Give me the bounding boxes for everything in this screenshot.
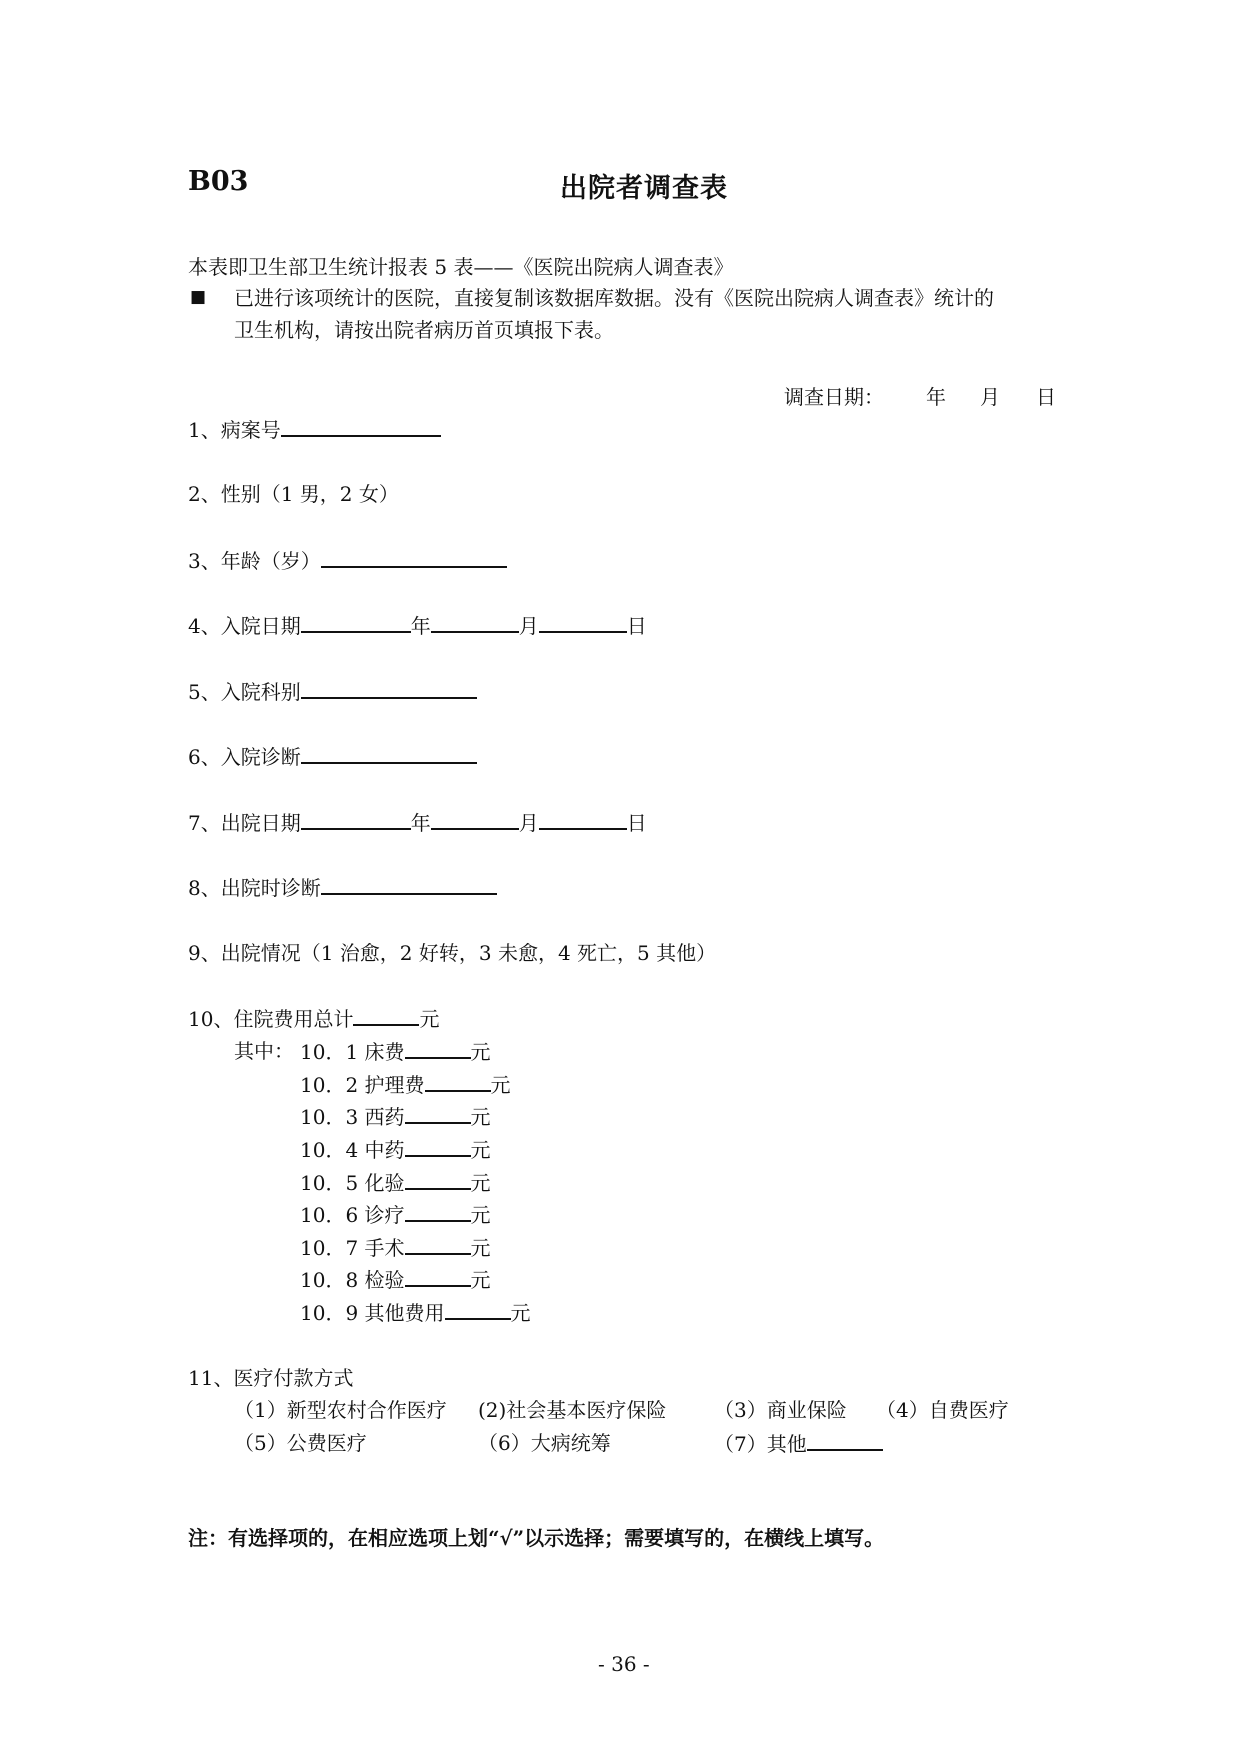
fee-row-bed [300,1037,491,1066]
payment-option-rural-coop[interactable]: （1）新型农村合作医疗 [234,1398,447,1422]
survey-date-month: 月 [980,385,1000,409]
fee-row-chinese-medicine [300,1135,491,1164]
unit-day: 日 [626,811,647,835]
unit-yuan: 元 [490,1073,511,1097]
form-code: B03 [188,166,249,197]
survey-date-label: 调查日期： [784,385,884,409]
intro-line-2: 已进行该项统计的医院，直接复制该数据库数据。没有《医院出院病人调查表》统计的 [234,286,994,310]
item-payment-method: 11、医疗付款方式 [188,1366,354,1390]
unit-month: 月 [518,811,539,835]
discharge-diagnosis-field[interactable] [321,873,497,895]
page-number: - 36 - [598,1652,650,1676]
unit-month: 月 [518,614,539,638]
unit-day: 日 [626,614,647,638]
unit-year: 年 [410,614,431,638]
fee-chinese-medicine-field[interactable] [405,1135,471,1157]
fees-prefix: 其中： [234,1039,294,1063]
item-admission-department [188,677,477,706]
fee-row-nursing [300,1070,511,1099]
fee-surgery-field[interactable] [405,1233,471,1255]
fee-nursing-field[interactable] [425,1070,491,1092]
discharge-year-field[interactable] [301,808,411,830]
item-discharge-diagnosis [188,873,497,902]
payment-other-field[interactable] [807,1429,883,1451]
item-total-cost [188,1004,439,1033]
unit-yuan: 元 [470,1138,491,1162]
item-label: 7、出院日期 [188,811,301,835]
fee-label: 10．5 化验 [300,1171,405,1195]
admission-day-field[interactable] [539,611,627,633]
total-cost-field[interactable] [353,1004,419,1026]
intro-line-3: 卫生机构，请按出院者病历首页填报下表。 [234,318,614,342]
unit-yuan: 元 [470,1268,491,1292]
payment-option-public-funded[interactable]: （5）公费医疗 [234,1431,367,1455]
intro-line-1: 本表即卫生部卫生统计报表 5 表——《医院出院病人调查表》 [188,255,734,279]
payment-option-other [714,1429,883,1458]
discharge-month-field[interactable] [431,808,519,830]
fee-row-western-medicine [300,1102,491,1131]
survey-date-year: 年 [926,385,946,409]
unit-yuan: 元 [470,1203,491,1227]
fee-other-field[interactable] [445,1298,511,1320]
fee-treatment-field[interactable] [405,1200,471,1222]
payment-option-self-paid[interactable]: （4）自费医疗 [876,1398,1009,1422]
age-field[interactable] [321,546,507,568]
admission-year-field[interactable] [301,611,411,633]
fee-row-examination [300,1265,491,1294]
unit-yuan: 元 [510,1301,531,1325]
item-label: 1、病案号 [188,418,281,442]
admission-month-field[interactable] [431,611,519,633]
item-label: 10、住院费用总计 [188,1007,354,1031]
fee-label: 10．4 中药 [300,1138,405,1162]
bullet-square-icon: ■ [190,287,207,307]
discharge-day-field[interactable] [539,808,627,830]
item-discharge-status[interactable]: 9、出院情况（1 治愈，2 好转，3 未愈，4 死亡，5 其他） [188,941,717,965]
fee-western-medicine-field[interactable] [405,1102,471,1124]
fee-label: 10．2 护理费 [300,1073,425,1097]
fee-row-treatment [300,1200,491,1229]
item-admission-diagnosis [188,742,477,771]
unit-yuan: 元 [419,1007,440,1031]
fee-label: 10．3 西药 [300,1105,405,1129]
fee-bed-field[interactable] [405,1037,471,1059]
item-label: 3、年龄（岁） [188,549,321,573]
item-label: 8、出院时诊断 [188,876,321,900]
fee-row-surgery [300,1233,491,1262]
unit-yuan: 元 [470,1040,491,1064]
fee-row-lab-test [300,1168,491,1197]
unit-yuan: 元 [470,1236,491,1260]
item-age [188,546,507,575]
page-title: 出院者调查表 [560,173,728,204]
payment-option-commercial-insurance[interactable]: （3）商业保险 [714,1398,847,1422]
fee-label: 10．8 检验 [300,1268,405,1292]
admission-department-field[interactable] [301,677,477,699]
footnote: 注：有选择项的，在相应选项上划“√”以示选择；需要填写的，在横线上填写。 [188,1526,885,1550]
fee-label: 10．1 床费 [300,1040,405,1064]
fee-examination-field[interactable] [405,1265,471,1287]
medical-record-no-field[interactable] [281,415,441,437]
payment-option-social-insurance[interactable]: (2)社会基本医疗保险 [478,1398,667,1422]
item-label: 6、入院诊断 [188,745,301,769]
unit-yuan: 元 [470,1171,491,1195]
item-medical-record-no [188,415,441,444]
unit-yuan: 元 [470,1105,491,1129]
item-admission-date [188,611,647,640]
payment-option-major-illness[interactable]: （6）大病统筹 [478,1431,611,1455]
item-discharge-date [188,808,647,837]
survey-date-day: 日 [1036,385,1056,409]
item-label: 4、入院日期 [188,614,301,638]
unit-year: 年 [410,811,431,835]
item-label: 5、入院科别 [188,680,301,704]
fee-label: 10．7 手术 [300,1236,405,1260]
fee-row-other [300,1298,531,1327]
fee-label: 10．9 其他费用 [300,1301,445,1325]
option-label[interactable]: （7）其他 [714,1432,807,1456]
fee-lab-test-field[interactable] [405,1168,471,1190]
item-gender[interactable]: 2、性别（1 男，2 女） [188,482,399,506]
fee-label: 10．6 诊疗 [300,1203,405,1227]
admission-diagnosis-field[interactable] [301,742,477,764]
